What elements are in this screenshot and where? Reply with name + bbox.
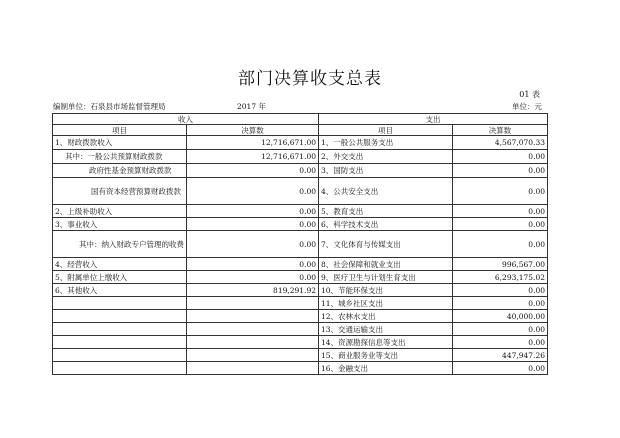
expense-amount: 0.00 xyxy=(453,231,548,258)
expense-item: 7、文化体育与传媒支出 xyxy=(319,231,453,258)
income-amount: 0.00 xyxy=(187,164,319,178)
table-row xyxy=(53,178,548,205)
expense-amount: 0.00 xyxy=(453,336,548,349)
income-item: 2、上级补助收入 xyxy=(53,205,187,218)
table-row xyxy=(53,164,548,178)
expense-item: 3、国防支出 xyxy=(319,164,453,178)
expense-item: 10、节能环保支出 xyxy=(319,284,453,297)
income-amount xyxy=(187,336,319,349)
income-amount: 819,291.92 xyxy=(187,284,319,297)
expense-amount: 40,000.00 xyxy=(453,310,548,323)
reporting-unit: 编制单位：石泉县市场监督管理局 xyxy=(53,102,166,111)
income-item xyxy=(53,349,187,362)
income-item: 其中：一般公共预算财政拨款 xyxy=(53,150,187,164)
expense-amount: 0.00 xyxy=(453,323,548,336)
income-item: 政府性基金预算财政拨款 xyxy=(53,164,187,178)
table-row xyxy=(53,362,548,375)
income-item: 3、事业收入 xyxy=(53,218,187,231)
table-row xyxy=(53,205,548,218)
income-amount xyxy=(187,349,319,362)
expense-item: 8、社会保障和就业支出 xyxy=(319,258,453,271)
expense-item: 2、外交支出 xyxy=(319,150,453,164)
income-item: 1、财政拨款收入 xyxy=(53,136,187,150)
income-section-header: 收入 xyxy=(53,114,319,125)
currency-unit: 单位：元 xyxy=(512,102,542,111)
expense-amount: 0.00 xyxy=(453,218,548,231)
table-row xyxy=(53,323,548,336)
expense-item: 14、资源勘探信息等支出 xyxy=(319,336,453,349)
table-row xyxy=(53,150,548,164)
income-item xyxy=(53,310,187,323)
income-item xyxy=(53,297,187,310)
income-amount xyxy=(187,362,319,375)
income-amount: 12,716,671.00 xyxy=(187,150,319,164)
table-row xyxy=(53,231,548,258)
table-row xyxy=(53,136,548,150)
expense-amount: 996,567.00 xyxy=(453,258,548,271)
income-amount xyxy=(187,310,319,323)
income-item: 国有资本经营预算财政拨款 xyxy=(53,178,187,205)
report-year: 2017 年 xyxy=(237,102,266,111)
income-item-header: 项目 xyxy=(53,125,187,136)
expense-item: 4、公共安全支出 xyxy=(319,178,453,205)
expense-item: 11、城乡社区支出 xyxy=(319,297,453,310)
table-row xyxy=(53,336,548,349)
expense-amount: 0.00 xyxy=(453,284,548,297)
income-item: 4、经营收入 xyxy=(53,258,187,271)
expense-item: 5、教育支出 xyxy=(319,205,453,218)
table-row xyxy=(53,284,548,297)
expense-amount: 0.00 xyxy=(453,205,548,218)
income-amount: 0.00 xyxy=(187,218,319,231)
expense-item-header: 项目 xyxy=(319,125,453,136)
table-number: 01 表 xyxy=(519,90,540,99)
expense-amount: 0.00 xyxy=(453,178,548,205)
expense-amount: 447,947.26 xyxy=(453,349,548,362)
income-amount: 12,716,671.00 xyxy=(187,136,319,150)
table-row xyxy=(53,258,548,271)
table-row xyxy=(53,218,548,231)
income-item xyxy=(53,323,187,336)
income-item xyxy=(53,336,187,349)
expense-amount: 0.00 xyxy=(453,297,548,310)
expense-amount: 0.00 xyxy=(453,150,548,164)
report-title: 部门决算收支总表 xyxy=(238,69,382,89)
expense-item: 13、交通运输支出 xyxy=(319,323,453,336)
expense-amount-header: 决算数 xyxy=(453,125,548,136)
income-amount xyxy=(187,323,319,336)
expense-item: 16、金融支出 xyxy=(319,362,453,375)
income-item: 5、附属单位上缴收入 xyxy=(53,271,187,284)
expense-item: 12、农林水支出 xyxy=(319,310,453,323)
expense-amount: 0.00 xyxy=(453,362,548,375)
table-row xyxy=(53,349,548,362)
section-header-row xyxy=(53,114,548,125)
income-amount: 0.00 xyxy=(187,258,319,271)
income-amount: 0.00 xyxy=(187,231,319,258)
income-amount-header: 决算数 xyxy=(187,125,319,136)
expense-amount: 6,293,175.02 xyxy=(453,271,548,284)
income-item: 6、其他收入 xyxy=(53,284,187,297)
income-amount: 0.00 xyxy=(187,178,319,205)
table-row xyxy=(53,297,548,310)
income-item: 其中：纳入财政专户管理的收费 xyxy=(53,231,187,258)
income-amount xyxy=(187,297,319,310)
column-header-row xyxy=(53,125,548,136)
income-expense-table xyxy=(52,113,548,375)
income-amount: 0.00 xyxy=(187,205,319,218)
table-row xyxy=(53,271,548,284)
table-row xyxy=(53,310,548,323)
income-amount: 0.00 xyxy=(187,271,319,284)
expense-section-header: 支出 xyxy=(319,114,548,125)
expense-item: 6、科学技术支出 xyxy=(319,218,453,231)
expense-amount: 0.00 xyxy=(453,164,548,178)
expense-item: 9、医疗卫生与计划生育支出 xyxy=(319,271,453,284)
expense-item: 1、一般公共服务支出 xyxy=(319,136,453,150)
expense-amount: 4,567,070.33 xyxy=(453,136,548,150)
expense-item: 15、商业服务业等支出 xyxy=(319,349,453,362)
income-item xyxy=(53,362,187,375)
